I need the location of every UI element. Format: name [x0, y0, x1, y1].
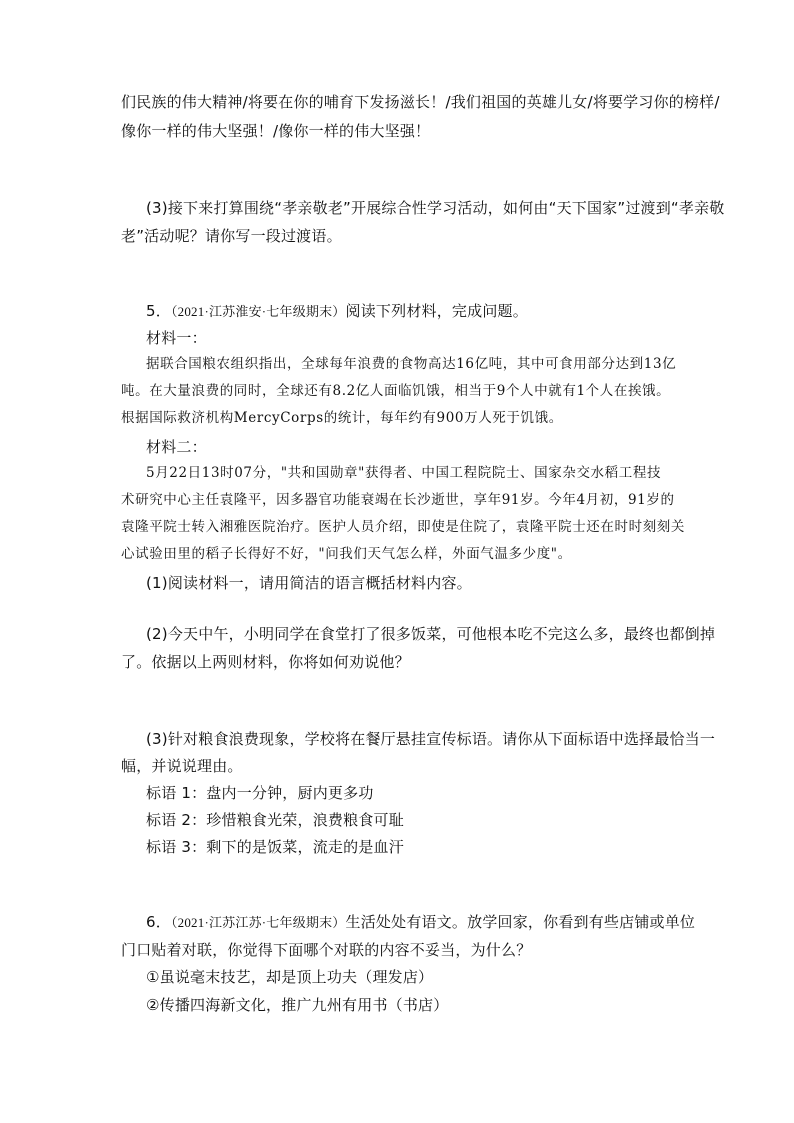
- slogan-2: 标语 2：珍惜粮食光荣，浪费粮食可耻: [146, 811, 404, 829]
- slogan-3: 标语 3：剩下的是饭菜，流走的是血汗: [146, 838, 404, 856]
- material-1-title: 材料一：: [146, 329, 207, 347]
- question-number: 5．: [146, 302, 171, 320]
- question-stem: 生活处处有语文。放学回家，你看到有些店铺或单位: [345, 913, 696, 931]
- q5-sub2-line-1: (2)今天中午，小明同学在食堂打了很多饭菜，可他根本吃不完这么多，最终也都倒掉: [146, 625, 716, 643]
- poem-continuation-line-1: 们民族的伟大精神/将要在你的哺育下发扬滋长！/我们祖国的英雄儿女/将要学习你的榜样/: [121, 93, 720, 111]
- q6-option-1: ①虽说毫末技艺，却是顶上功夫（理发店）: [146, 968, 434, 986]
- material-2-line-4: 心试验田里的稻子长得好不好，"问我们天气怎么样，外面气温多少度"。: [121, 546, 572, 562]
- q5-sub3-line-1: (3)针对粮食浪费现象，学校将在餐厅悬挂宣传标语。请你从下面标语中选择最恰当一: [146, 730, 716, 748]
- material-2-line-3: 袁隆平院士转入湘雅医院治疗。医护人员介绍，即使是住院了，袁隆平院士还在时时刻刻关: [121, 519, 685, 535]
- material-2-line-2: 术研究中心主任袁隆平，因多器官功能衰竭在长沙逝世，享年91岁。今年4月初，91岁的: [121, 492, 675, 508]
- question-source: （2021·江苏淮安·七年级期末）: [170, 304, 346, 319]
- question-stem: 阅读下列材料，完成问题。: [345, 302, 528, 320]
- material-1-line-1: 据联合国粮农组织指出，全球每年浪费的食物高达16亿吨，其中可食用部分达到13亿: [146, 356, 677, 372]
- q6-option-2: ②传播四海新文化，推广九州有用书（书店）: [146, 996, 449, 1014]
- q4-sub3-line-1: (3)接下来打算围绕“孝亲敬老”开展综合性学习活动，如何由“天下国家”过渡到“孝亲敬: [146, 199, 725, 217]
- q5-sub3-line-2: 幅，并说说理由。: [121, 757, 243, 775]
- q4-sub3-line-2: 老”活动呢？请你写一段过渡语。: [121, 227, 342, 245]
- material-2-title: 材料二：: [146, 438, 207, 456]
- q5-sub1: (1)阅读材料一，请用简洁的语言概括材料内容。: [146, 574, 472, 592]
- material-1-line-2: 吨。在大量浪费的同时，全球还有8.2亿人面临饥饿，相当于9个人中就有1个人在挨饿。: [121, 383, 671, 399]
- q5-header: [146, 304, 528, 319]
- q5-sub2-line-2: 了。依据以上两则材料，你将如何劝说他？: [121, 653, 410, 671]
- material-2-line-1: 5月22日13时07分，"共和国勋章"获得者、中国工程院院士、国家杂交水稻工程技: [146, 465, 662, 481]
- question-number: 6．: [146, 913, 171, 931]
- slogan-1: 标语 1：盘内一分钟，厨内更多功: [146, 784, 374, 802]
- q6-header: [146, 915, 695, 930]
- question-source: （2021·江苏江苏·七年级期末）: [170, 915, 346, 930]
- poem-continuation-line-2: 像你一样的伟大坚强！/像你一样的伟大坚强！: [121, 122, 431, 140]
- q6-line-2: 门口贴着对联，你觉得下面哪个对联的内容不妥当，为什么？: [121, 941, 532, 959]
- material-1-line-3: 根据国际救济机构MercyCorps的统计，每年约有900万人死于饥饿。: [121, 410, 563, 426]
